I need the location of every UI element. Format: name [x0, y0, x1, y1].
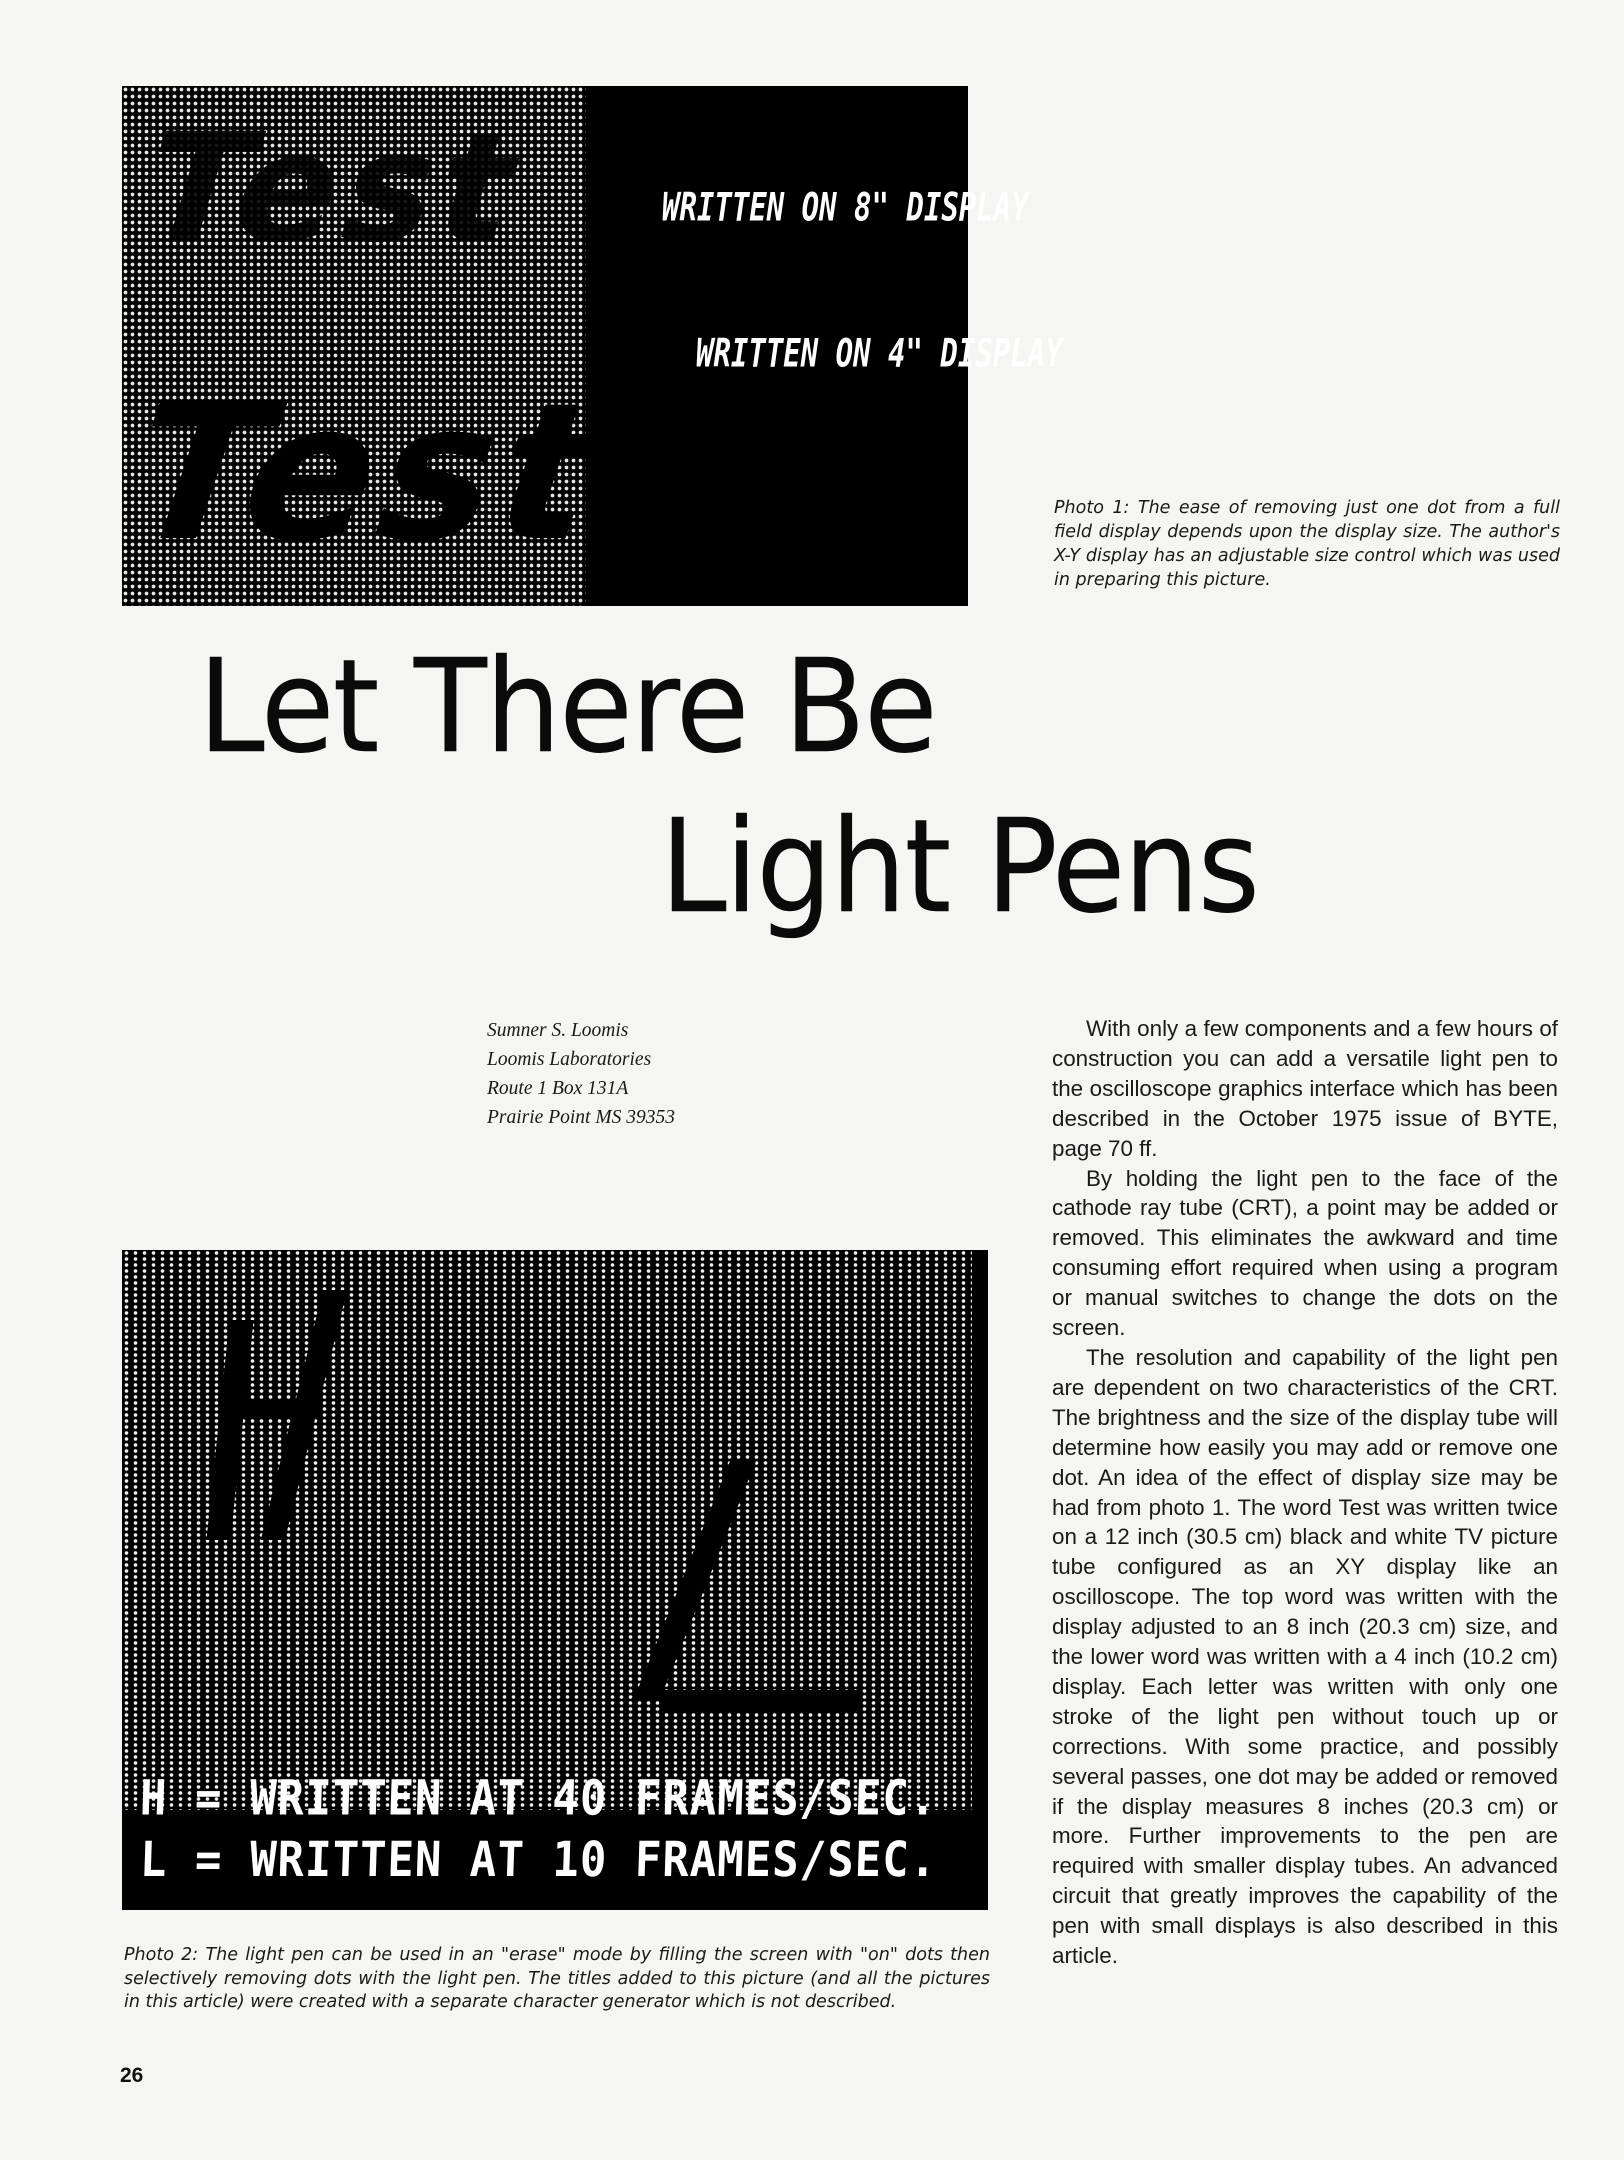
photo-2	[122, 1250, 988, 1910]
article-title-line-2: Light Pens	[660, 792, 1259, 943]
body-paragraph: The resolution and capability of the light pen are dependent on two characteristics of the CRT. The brightness and the size of the display tube will determine how easily you may add or remove one dot. An idea of the effect of display size may be had from photo 1. The word Test was written twice on a 12 inch (30.5 cm) black and white TV picture tube configured as an XY display like an oscilloscope. The top word was written with the display adjusted to an 8 inch (20.3 cm) size, and the lower word was written with a 4 inch (10.2 cm) display. Each letter was written with only one stroke of the light pen without touch up or corrections. With some practice, and possibly several passes, one dot may be added or removed if the display measures 8 inches (20.3 cm) or more. Further improvements to the pen are required with smaller display tubes. An advanced circuit that greatly improves the capability of the pen with small displays is also described in this article.	[1052, 1344, 1558, 1969]
erased-stroke	[662, 1690, 862, 1712]
body-paragraph: With only a few components and a few hours of construction you can add a versatile light pen to the oscilloscope graphics interface which has been described in the October 1975 issue of BYTE, page 70 ff.	[1052, 1016, 1558, 1161]
photo-1	[120, 86, 1063, 606]
author-address-line-1: Route 1 Box 131A	[487, 1078, 629, 1099]
photo-2-caption: Photo 2: The light pen can be used in an "erase" mode by filling the screen with "on" dots then selectively removing dots with the light pen. The titles added to this picture (and all the pictures in this article) were created with a separate character generator which is not described.	[124, 1945, 990, 2012]
author-address-line-2: Prairie Point MS 39353	[487, 1107, 675, 1128]
photo-1-caption: Photo 1: The ease of removing just one dot from a full field display depends upon the display size. The author's X-Y display has an adjustable size control which was used in preparing this picture.	[1054, 498, 1560, 590]
label-8-inch-display: WRITTEN ON 8" DISPLAY	[662, 184, 1029, 230]
article-body	[1052, 1014, 1558, 1971]
author-name: Sumner S. Loomis	[487, 1020, 629, 1041]
article-title-line-1: Let There Be	[198, 632, 936, 783]
label-l-10-frames: L = WRITTEN AT 10 FRAMES/SEC.	[139, 1832, 939, 1889]
page-number: 26	[120, 2064, 144, 2087]
label-4-inch-display: WRITTEN ON 4" DISPLAY	[696, 330, 1063, 376]
test-word-4-inch: Test	[120, 362, 614, 583]
erased-stroke	[232, 1400, 322, 1418]
test-word-8-inch: Test	[138, 102, 527, 276]
author-organization: Loomis Laboratories	[487, 1049, 652, 1070]
label-h-40-frames: H = WRITTEN AT 40 FRAMES/SEC.	[139, 1770, 939, 1827]
body-paragraph: By holding the light pen to the face of the cathode ray tube (CRT), a point may be added or removed. This eliminates the awkward and time consuming effort required when using a program or manual switches to change the dots on the screen.	[1052, 1165, 1558, 1341]
author-block	[487, 1016, 675, 1132]
photo-2-labels	[140, 1768, 937, 1891]
